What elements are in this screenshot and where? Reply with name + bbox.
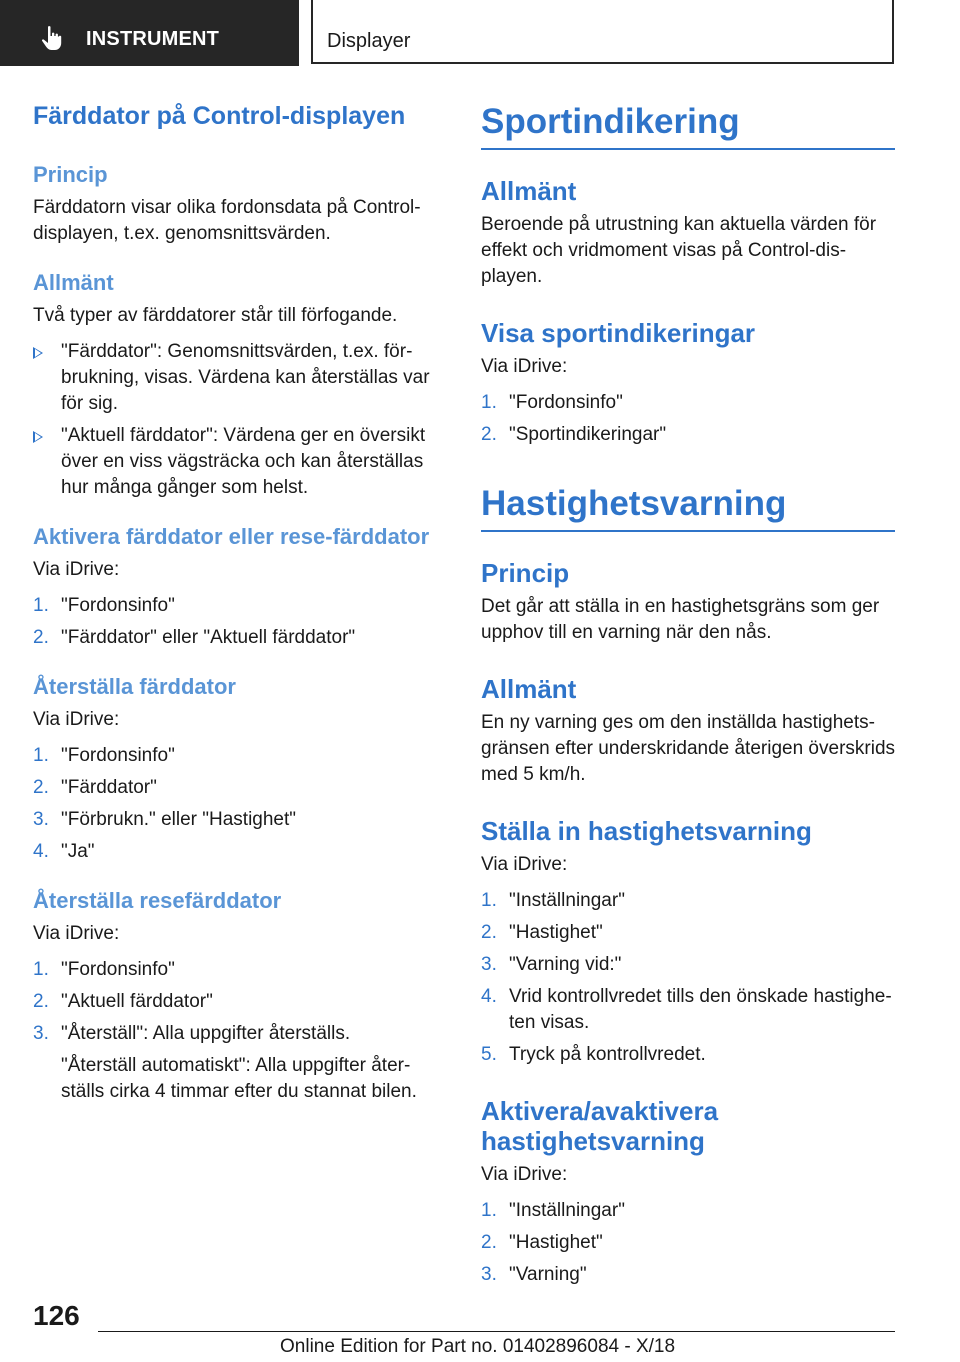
steps-visa-sport — [481, 390, 895, 448]
step-text: "Varning vid:" — [509, 954, 622, 975]
list-item — [33, 1021, 453, 1047]
section-title-sport: Sportindikering — [481, 102, 895, 150]
list-item — [481, 1198, 895, 1224]
list-item-text: "Färddator": Genomsnittsvärden, t.ex. för-brukning, visas. Värdena kan återställas var för sig. — [61, 341, 430, 414]
list-item — [33, 625, 453, 651]
right-column — [481, 100, 895, 1294]
via-idrive: Via iDrive: — [33, 709, 120, 730]
paragraph-hast-allmant: En ny varning ges om den inställda hastighets-gränsen efter underskridande återigen överskrids med 5 km/h. — [481, 712, 896, 785]
step-number: 5. — [481, 1044, 497, 1065]
heading-aterstalla: Återställa färddator — [33, 674, 236, 699]
step-number: 2. — [33, 991, 49, 1012]
bullet-list — [33, 339, 453, 501]
via-idrive: Via iDrive: — [33, 559, 120, 580]
triangle-bullet-icon — [33, 431, 43, 443]
list-item — [33, 339, 453, 417]
step-text: "Inställningar" — [509, 1200, 625, 1221]
step-number: 3. — [33, 1023, 49, 1044]
list-item — [481, 1262, 895, 1288]
step-text: "Färddator" eller "Aktuell färddator" — [61, 627, 356, 648]
step-number: 2. — [481, 922, 497, 943]
heading-allmant: Allmänt — [33, 270, 114, 295]
step-text: "Ja" — [61, 841, 95, 862]
steps-reset — [33, 957, 453, 1047]
chapter-title-box — [311, 0, 894, 64]
step-text: "Fordonsinfo" — [509, 392, 623, 413]
step-number: 4. — [33, 841, 49, 862]
heading-visa-sport: Visa sportindikeringar — [481, 318, 756, 348]
heading-hast-princip: Princip — [481, 558, 570, 588]
list-item — [481, 390, 895, 416]
heading-aktivera: Aktivera färddator eller rese-färddator — [33, 524, 430, 549]
via-idrive: Via iDrive: — [481, 854, 568, 875]
heading-hast-stalla: Ställa in hastighetsvarning — [481, 816, 812, 846]
step-number: 1. — [481, 392, 497, 413]
list-item — [33, 423, 453, 501]
edition-text: Online Edition for Part no. 01402896084 - X/18 — [280, 1336, 676, 1357]
steps-hast-aktivera — [481, 1198, 895, 1288]
list-item — [481, 952, 895, 978]
paragraph-sport-allmant: Beroende på utrustning kan aktuella värden för effekt och vridmoment visas på Control-dis-playen. — [481, 214, 877, 287]
list-item — [481, 888, 895, 914]
step-number: 1. — [33, 595, 49, 616]
section-tab-label: INSTRUMENT — [86, 28, 220, 50]
step-text: "Förbrukn." eller "Hastighet" — [61, 809, 297, 830]
section-title-hastighet: Hastighetsvarning — [481, 484, 895, 532]
step-subtext: "Återställ automatiskt": Alla uppgifter åter-ställs cirka 4 timmar efter du stannat bilen. — [61, 1055, 417, 1102]
step-text: "Aktuell färddator" — [61, 991, 213, 1012]
step-number: 3. — [481, 954, 497, 975]
step-number: 1. — [33, 959, 49, 980]
paragraph-hast-princip: Det går att ställa in en hastighetsgräns som ger upphov till en varning när den nås. — [481, 596, 880, 643]
list-item-text: "Aktuell färddator": Värdena ger en översikt över en viss vägsträcka och kan återställas hur många gånger som helst. — [61, 425, 426, 498]
hand-pointer-icon — [40, 25, 64, 51]
via-idrive: Via iDrive: — [33, 923, 120, 944]
step-number: 1. — [481, 890, 497, 911]
page-number: 126 — [33, 1300, 80, 1331]
left-column — [33, 100, 453, 1105]
step-number: 2. — [33, 627, 49, 648]
step-number: 4. — [481, 986, 497, 1007]
footer-divider — [98, 1331, 895, 1332]
list-item — [33, 775, 453, 801]
step-text: "Fordonsinfo" — [61, 745, 175, 766]
list-item — [481, 422, 895, 448]
step-text: "Inställningar" — [509, 890, 625, 911]
heading-reset: Återställa resefärddator — [33, 888, 282, 913]
list-item — [33, 989, 453, 1015]
steps-aktivera — [33, 593, 453, 651]
section-title-fardator: Färddator på Control-displayen — [33, 102, 406, 130]
step-text: "Fordonsinfo" — [61, 959, 175, 980]
list-item — [481, 1042, 895, 1068]
list-item — [481, 1230, 895, 1256]
heading-hast-allmant: Allmänt — [481, 674, 577, 704]
step-text: "Fordonsinfo" — [61, 595, 175, 616]
list-item — [33, 839, 453, 865]
step-number: 2. — [33, 777, 49, 798]
step-number: 3. — [481, 1264, 497, 1285]
step-text: Tryck på kontrollvredet. — [509, 1044, 706, 1065]
section-tab — [0, 0, 299, 66]
step-number: 1. — [33, 745, 49, 766]
via-idrive: Via iDrive: — [481, 1164, 568, 1185]
chapter-title: Displayer — [327, 30, 411, 52]
list-item — [33, 593, 453, 619]
list-item — [481, 984, 895, 1036]
steps-aterstalla — [33, 743, 453, 865]
list-item — [33, 807, 453, 833]
list-item — [33, 743, 453, 769]
heading-hast-aktivera: Aktivera/avaktivera hastighetsvarning — [481, 1096, 719, 1156]
heading-princip: Princip — [33, 162, 108, 187]
via-idrive: Via iDrive: — [481, 356, 568, 377]
heading-sport-allmant: Allmänt — [481, 176, 577, 206]
step-text: "Sportindikeringar" — [509, 424, 667, 445]
triangle-bullet-icon — [33, 347, 43, 359]
step-number: 2. — [481, 1232, 497, 1253]
step-text: "Färddator" — [61, 777, 157, 798]
step-text: "Hastighet" — [509, 1232, 603, 1253]
step-text: "Hastighet" — [509, 922, 603, 943]
step-number: 2. — [481, 424, 497, 445]
step-text: Vrid kontrollvredet tills den önskade hastighe-ten visas. — [509, 986, 892, 1033]
steps-hast-stalla — [481, 888, 895, 1068]
list-item — [481, 920, 895, 946]
step-number: 3. — [33, 809, 49, 830]
list-item — [33, 957, 453, 983]
step-text: "Återställ": Alla uppgifter återställs. — [61, 1023, 351, 1044]
paragraph-allmant: Två typer av färddatorer står till förfogande. — [33, 305, 398, 326]
paragraph-princip: Färddatorn visar olika fordonsdata på Control-displayen, t.ex. genomsnittsvärden. — [33, 197, 421, 244]
step-number: 1. — [481, 1200, 497, 1221]
step-text: "Varning" — [509, 1264, 587, 1285]
